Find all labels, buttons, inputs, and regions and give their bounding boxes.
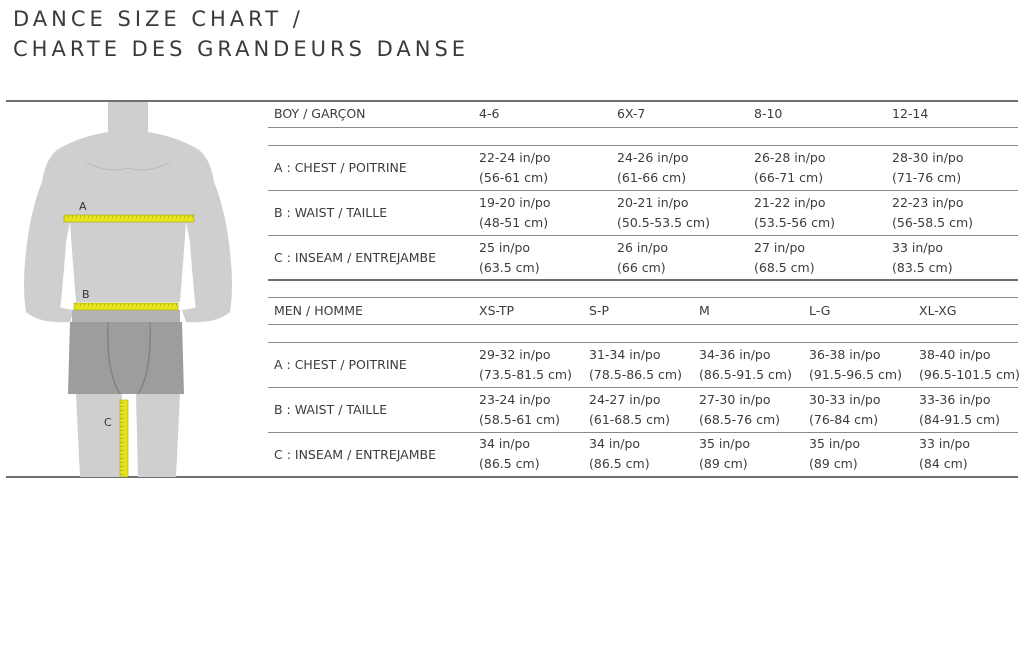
- inseam-tape: [120, 400, 128, 477]
- boy-bottom-rule: [268, 279, 1018, 281]
- men-section-rule: [268, 342, 1018, 343]
- men-row-rule-2: [268, 432, 1018, 433]
- men-chest-cell-5: 38-40 in/po (96.5-101.5 cm): [919, 347, 1020, 382]
- men-row-label-inseam: C : INSEAM / ENTREJAMBE: [274, 447, 436, 462]
- men-header: MEN / HOMME: [274, 303, 363, 318]
- men-chest-cell-4: 36-38 in/po (91.5-96.5 cm): [809, 347, 902, 382]
- label-b: B: [82, 288, 90, 301]
- men-size-5: XL-XG: [919, 303, 957, 318]
- boy-chest-cell-3: 26-28 in/po (66-71 cm): [754, 150, 826, 185]
- men-waist-cell-2: 24-27 in/po (61-68.5 cm): [589, 392, 671, 427]
- boy-waist-cell-3: 21-22 in/po (53.5-56 cm): [754, 195, 836, 230]
- page-title-french: CHARTE DES GRANDEURS DANSE: [13, 37, 470, 61]
- boy-size-1: 4-6: [479, 106, 500, 121]
- men-waist-cell-5: 33-36 in/po (84-91.5 cm): [919, 392, 1001, 427]
- men-inseam-cell-2: 34 in/po (86.5 cm): [589, 436, 650, 471]
- boy-size-4: 12-14: [892, 106, 929, 121]
- men-size-1: XS-TP: [479, 303, 515, 318]
- men-inseam-cell-1: 34 in/po (86.5 cm): [479, 436, 540, 471]
- chest-tape: [64, 215, 194, 222]
- men-header-rule: [268, 324, 1018, 325]
- men-waist-cell-4: 30-33 in/po (76-84 cm): [809, 392, 881, 427]
- boy-row-rule-2: [268, 235, 1018, 236]
- label-c: C: [104, 416, 112, 429]
- men-chest-cell-2: 31-34 in/po (78.5-86.5 cm): [589, 347, 682, 382]
- boy-row-rule-1: [268, 190, 1018, 191]
- men-size-2: S-P: [589, 303, 609, 318]
- boy-inseam-cell-3: 27 in/po (68.5 cm): [754, 240, 815, 275]
- boy-inseam-cell-4: 33 in/po (83.5 cm): [892, 240, 953, 275]
- boy-section-rule: [268, 145, 1018, 146]
- boy-inseam-cell-1: 25 in/po (63.5 cm): [479, 240, 540, 275]
- men-waist-cell-1: 23-24 in/po (58.5-61 cm): [479, 392, 561, 427]
- men-chest-cell-3: 34-36 in/po (86.5-91.5 cm): [699, 347, 792, 382]
- body-measurement-figure: [0, 102, 262, 477]
- boy-row-label-inseam: C : INSEAM / ENTREJAMBE: [274, 250, 436, 265]
- men-row-label-waist: B : WAIST / TAILLE: [274, 402, 388, 417]
- label-a: A: [79, 200, 87, 213]
- boy-chest-cell-4: 28-30 in/po (71-76 cm): [892, 150, 964, 185]
- boy-waist-cell-1: 19-20 in/po (48-51 cm): [479, 195, 551, 230]
- waist-tape: [74, 303, 178, 310]
- boy-chest-cell-1: 22-24 in/po (56-61 cm): [479, 150, 551, 185]
- boy-header-rule: [268, 127, 1018, 128]
- boy-size-2: 6X-7: [617, 106, 646, 121]
- page-title-english: DANCE SIZE CHART /: [13, 7, 304, 31]
- men-row-rule-1: [268, 387, 1018, 388]
- men-chest-cell-1: 29-32 in/po (73.5-81.5 cm): [479, 347, 572, 382]
- men-inseam-cell-3: 35 in/po (89 cm): [699, 436, 751, 471]
- boy-size-3: 8-10: [754, 106, 783, 121]
- men-size-4: L-G: [809, 303, 831, 318]
- men-inseam-cell-5: 33 in/po (84 cm): [919, 436, 971, 471]
- boy-row-label-waist: B : WAIST / TAILLE: [274, 205, 388, 220]
- boy-row-label-chest: A : CHEST / POITRINE: [274, 160, 407, 175]
- men-top-rule: [268, 297, 1018, 298]
- men-waist-cell-3: 27-30 in/po (68.5-76 cm): [699, 392, 781, 427]
- boy-inseam-cell-2: 26 in/po (66 cm): [617, 240, 669, 275]
- men-inseam-cell-4: 35 in/po (89 cm): [809, 436, 861, 471]
- boy-waist-cell-2: 20-21 in/po (50.5-53.5 cm): [617, 195, 710, 230]
- boy-header: BOY / GARÇON: [274, 106, 366, 121]
- men-size-3: M: [699, 303, 710, 318]
- boy-waist-cell-4: 22-23 in/po (56-58.5 cm): [892, 195, 974, 230]
- torso-silhouette: [24, 102, 232, 322]
- men-row-label-chest: A : CHEST / POITRINE: [274, 357, 407, 372]
- boy-chest-cell-2: 24-26 in/po (61-66 cm): [617, 150, 689, 185]
